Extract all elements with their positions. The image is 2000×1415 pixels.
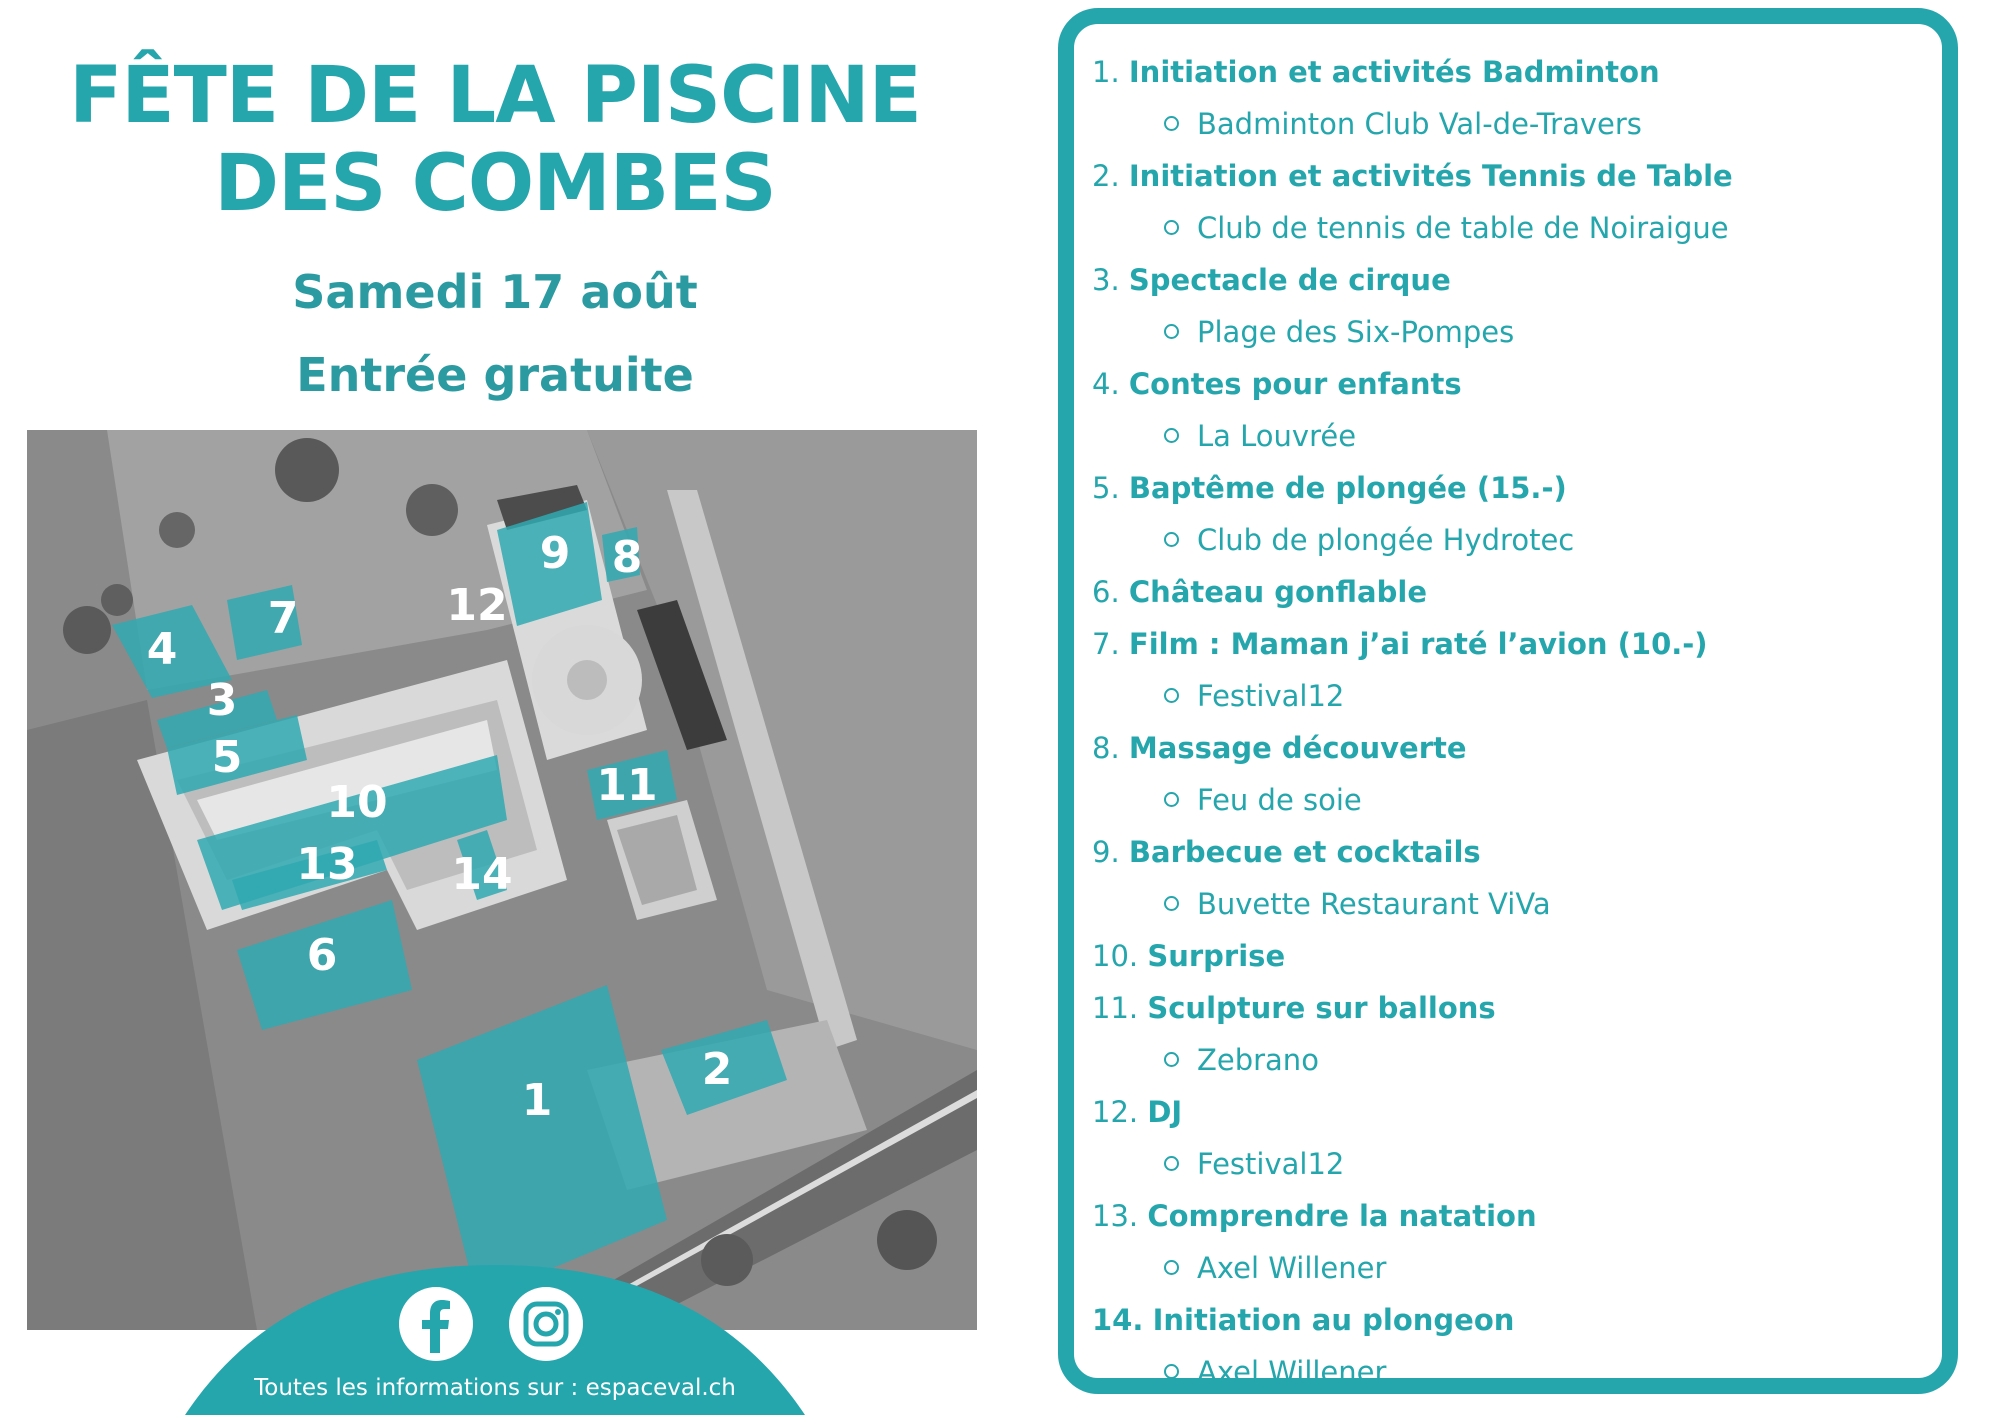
program-item-title: Sculpture sur ballons <box>1147 991 1496 1025</box>
program-item-organizer <box>1092 202 1942 254</box>
bullet-icon <box>1164 324 1179 339</box>
instagram-icon[interactable] <box>507 1285 585 1363</box>
program-item-11 <box>1092 982 1942 1034</box>
program-item-number: 6. <box>1092 575 1120 609</box>
bullet-icon <box>1164 1156 1179 1171</box>
program-item-organizer-text: Club de plongée Hydrotec <box>1197 523 1575 557</box>
program-item-title: Contes pour enfants <box>1128 367 1462 401</box>
program-item-number: 10. <box>1092 939 1139 973</box>
program-item-number: 11. <box>1092 991 1139 1025</box>
program-item-number: 4. <box>1092 367 1120 401</box>
bullet-icon <box>1164 688 1179 703</box>
program-item-number: 5. <box>1092 471 1120 505</box>
program-item-title: Massage découverte <box>1128 731 1467 765</box>
program-item-organizer-text: Axel Willener <box>1197 1355 1387 1389</box>
program-item-organizer-text: Axel Willener <box>1197 1251 1387 1285</box>
program-item-number: 3. <box>1092 263 1120 297</box>
program-item-organizer <box>1092 1034 1942 1086</box>
zone-10-label: 10 <box>326 777 388 828</box>
program-item-title: Spectacle de cirque <box>1128 263 1451 297</box>
bullet-icon <box>1164 896 1179 911</box>
program-item-organizer-text: Festival12 <box>1197 1147 1345 1181</box>
zone-2-label: 2 <box>701 1044 733 1095</box>
program-item-7 <box>1092 618 1942 670</box>
program-item-title: Initiation et activités Badminton <box>1128 55 1660 89</box>
aerial-photo <box>27 430 977 1330</box>
facebook-icon[interactable] <box>397 1285 475 1363</box>
program-item-9 <box>1092 826 1942 878</box>
program-item-number: 14. <box>1092 1303 1144 1337</box>
entry-info: Entrée gratuite <box>296 348 694 402</box>
program-item-number: 7. <box>1092 627 1120 661</box>
zone-11-label: 11 <box>596 760 658 811</box>
program-item-organizer-text: Festival12 <box>1197 679 1345 713</box>
zone-6-label: 6 <box>306 930 338 981</box>
program-item-number: 9. <box>1092 835 1120 869</box>
event-title-line2: DES COMBES <box>214 139 776 229</box>
bullet-icon <box>1164 1052 1179 1067</box>
program-item-organizer-text: Feu de soie <box>1197 783 1362 817</box>
footer-info-text: Toutes les informations sur : espaceval.ch <box>254 1375 736 1401</box>
zone-13-label: 13 <box>296 839 358 890</box>
program-item-organizer-text: Zebrano <box>1197 1043 1319 1077</box>
program-panel <box>1058 8 1958 1394</box>
program-item-4 <box>1092 358 1942 410</box>
program-item-title: Surprise <box>1147 939 1286 973</box>
zone-4-label: 4 <box>146 624 178 675</box>
zone-1-label: 1 <box>521 1075 553 1126</box>
zone-3-label: 3 <box>206 675 238 726</box>
program-item-2 <box>1092 150 1942 202</box>
program-item-organizer-text: Club de tennis de table de Noiraigue <box>1197 211 1729 245</box>
zone-8-label: 8 <box>611 532 643 583</box>
program-item-organizer-text: La Louvrée <box>1197 419 1357 453</box>
program-item-title: Initiation au plongeon <box>1152 1303 1515 1337</box>
event-date: Samedi 17 août <box>292 265 698 319</box>
bullet-icon <box>1164 532 1179 547</box>
program-list <box>1092 46 1942 1398</box>
program-item-8 <box>1092 722 1942 774</box>
program-item-14 <box>1092 1294 1942 1346</box>
program-item-number: 1. <box>1092 55 1120 89</box>
program-item-10 <box>1092 930 1942 982</box>
program-item-organizer <box>1092 1346 1942 1398</box>
zone-5-label: 5 <box>211 732 243 783</box>
program-item-3 <box>1092 254 1942 306</box>
program-item-organizer <box>1092 306 1942 358</box>
program-item-13 <box>1092 1190 1942 1242</box>
program-item-title: Comprendre la natation <box>1147 1199 1537 1233</box>
program-item-title: Baptême de plongée (15.-) <box>1128 471 1567 505</box>
zone-7-label: 7 <box>267 593 299 644</box>
program-item-1 <box>1092 46 1942 98</box>
zone-12-label: 12 <box>446 580 508 631</box>
program-item-organizer <box>1092 878 1942 930</box>
bullet-icon <box>1164 792 1179 807</box>
bullet-icon <box>1164 1260 1179 1275</box>
program-item-organizer-text: Plage des Six-Pompes <box>1197 315 1515 349</box>
program-item-number: 2. <box>1092 159 1120 193</box>
bullet-icon <box>1164 220 1179 235</box>
program-item-title: Film : Maman j’ai raté l’avion (10.-) <box>1128 627 1708 661</box>
program-item-6 <box>1092 566 1942 618</box>
program-item-12 <box>1092 1086 1942 1138</box>
program-item-organizer-text: Buvette Restaurant ViVa <box>1197 887 1551 921</box>
site-map <box>27 430 977 1330</box>
program-item-organizer <box>1092 98 1942 150</box>
program-item-title: Château gonflable <box>1128 575 1427 609</box>
program-item-title: Barbecue et cocktails <box>1128 835 1481 869</box>
program-item-5 <box>1092 462 1942 514</box>
program-item-organizer <box>1092 1242 1942 1294</box>
bullet-icon <box>1164 428 1179 443</box>
program-item-organizer <box>1092 514 1942 566</box>
program-item-organizer <box>1092 670 1942 722</box>
program-item-number: 12. <box>1092 1095 1139 1129</box>
zone-14-label: 14 <box>451 849 513 900</box>
bullet-icon <box>1164 1364 1179 1379</box>
program-item-organizer <box>1092 1138 1942 1190</box>
program-item-title: Initiation et activités Tennis de Table <box>1128 159 1733 193</box>
footer-banner <box>185 1255 805 1415</box>
program-item-title: DJ <box>1147 1095 1183 1129</box>
program-item-organizer <box>1092 410 1942 462</box>
program-item-number: 13. <box>1092 1199 1139 1233</box>
program-item-number: 8. <box>1092 731 1120 765</box>
event-title-line1: FÊTE DE LA PISCINE <box>69 51 921 141</box>
event-title <box>30 52 960 228</box>
zone-9-label: 9 <box>539 528 571 579</box>
bullet-icon <box>1164 116 1179 131</box>
program-item-organizer-text: Badminton Club Val-de-Travers <box>1197 107 1642 141</box>
program-item-organizer <box>1092 774 1942 826</box>
